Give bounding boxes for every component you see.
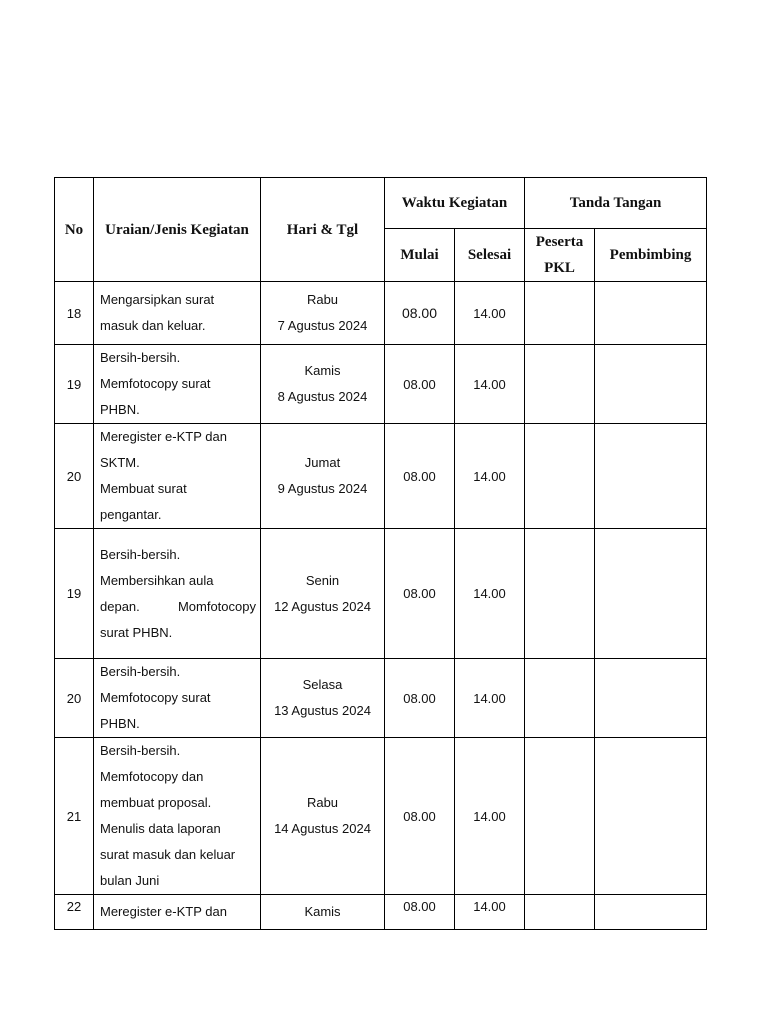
row-mulai: 08.00 [385, 424, 455, 529]
row-signature-pembimbing [595, 895, 707, 930]
row-day: Rabu [306, 795, 339, 810]
header-uraian: Uraian/Jenis Kegiatan [94, 178, 261, 282]
description-line: Mengarsipkan surat [100, 292, 215, 307]
row-day: Senin [305, 572, 340, 588]
row-day: Kamis [304, 904, 341, 919]
table-row [55, 424, 707, 529]
row-day: Jumat [304, 455, 341, 470]
description-line: membuat proposal. [100, 795, 212, 810]
row-description [94, 738, 261, 895]
row-signature-pembimbing [595, 282, 707, 345]
row-mulai: 08.00 [385, 895, 455, 930]
row-signature-pembimbing [595, 738, 707, 895]
description-line: Meregister e-KTP dan [100, 429, 227, 444]
row-description [94, 424, 261, 529]
row-mulai: 08.00 [385, 282, 455, 345]
description-line: Menulis data laporan [100, 821, 221, 836]
row-mulai: 08.00 [385, 529, 455, 659]
row-day-date [261, 895, 385, 930]
row-day-date [261, 659, 385, 738]
row-day-date [261, 345, 385, 424]
row-no: 21 [55, 738, 94, 895]
description-line: surat PHBN. [100, 624, 173, 640]
row-no: 19 [55, 345, 94, 424]
row-date: 12 Agustus 2024 [274, 598, 371, 614]
header-waktu-kegiatan: Waktu Kegiatan [385, 178, 525, 229]
row-description [94, 282, 261, 345]
row-day-date [261, 529, 385, 659]
row-mulai: 08.00 [385, 738, 455, 895]
description-line: depan. [100, 598, 140, 614]
description-line: Membersihkan aula [100, 572, 214, 588]
description-justified-line [100, 594, 256, 620]
description-line: Memfotocopy surat [100, 376, 211, 391]
header-peserta-pkl [525, 229, 595, 282]
row-signature-peserta [525, 659, 595, 738]
row-signature-peserta [525, 424, 595, 529]
header-mulai: Mulai [385, 229, 455, 282]
row-selesai: 14.00 [455, 659, 525, 738]
row-selesai: 14.00 [455, 738, 525, 895]
row-signature-pembimbing [595, 659, 707, 738]
header-peserta-line1: Peserta [535, 234, 584, 250]
table-row [55, 282, 707, 345]
row-signature-peserta [525, 895, 595, 930]
description-line: Bersih-bersih. [100, 664, 181, 679]
row-signature-peserta [525, 738, 595, 895]
row-signature-peserta [525, 282, 595, 345]
row-date: 9 Agustus 2024 [277, 481, 368, 496]
row-signature-pembimbing [595, 345, 707, 424]
row-selesai: 14.00 [455, 895, 525, 930]
description-line: pengantar. [100, 507, 162, 522]
row-no: 19 [55, 529, 94, 659]
description-line: Memfotocopy surat [100, 690, 211, 705]
row-date: 7 Agustus 2024 [277, 318, 368, 333]
row-signature-pembimbing [595, 424, 707, 529]
row-no: 22 [55, 895, 94, 930]
row-description [94, 529, 261, 659]
header-selesai: Selesai [455, 229, 525, 282]
row-day: Kamis [304, 363, 341, 378]
description-line: SKTM. [100, 455, 140, 470]
description-line: Bersih-bersih. [100, 546, 181, 562]
row-day-date [261, 424, 385, 529]
description-line: PHBN. [100, 402, 140, 417]
description-line: masuk dan keluar. [100, 318, 206, 333]
activity-log-table [54, 177, 707, 930]
row-signature-peserta [525, 345, 595, 424]
row-selesai: 14.00 [455, 424, 525, 529]
description-line: Membuat surat [100, 481, 187, 496]
row-no: 20 [55, 424, 94, 529]
description-line: Meregister e-KTP dan [100, 904, 227, 919]
row-no: 20 [55, 659, 94, 738]
row-date: 13 Agustus 2024 [274, 703, 371, 718]
row-description [94, 895, 261, 930]
description-line: surat masuk dan keluar [100, 847, 236, 862]
description-line: Bersih-bersih. [100, 350, 181, 365]
row-selesai: 14.00 [455, 345, 525, 424]
row-description [94, 659, 261, 738]
table-row [55, 659, 707, 738]
row-signature-pembimbing [595, 529, 707, 659]
header-peserta-line2: PKL [544, 260, 575, 276]
description-line: Memfotocopy dan [100, 769, 204, 784]
row-selesai: 14.00 [455, 282, 525, 345]
row-day-date [261, 738, 385, 895]
description-line: Bersih-bersih. [100, 743, 181, 758]
table-row [55, 738, 707, 895]
header-hari-tgl: Hari & Tgl [261, 178, 385, 282]
table-row [55, 529, 707, 659]
row-mulai: 08.00 [385, 345, 455, 424]
table-row [55, 895, 707, 930]
description-line: bulan Juni [100, 873, 160, 888]
row-signature-peserta [525, 529, 595, 659]
row-mulai: 08.00 [385, 659, 455, 738]
row-selesai: 14.00 [455, 529, 525, 659]
row-date: 14 Agustus 2024 [274, 821, 371, 836]
row-date: 8 Agustus 2024 [277, 389, 368, 404]
row-no: 18 [55, 282, 94, 345]
row-day: Rabu [306, 292, 339, 307]
table-row [55, 345, 707, 424]
header-no: No [55, 178, 94, 282]
header-tanda-tangan: Tanda Tangan [525, 178, 707, 229]
row-day: Selasa [302, 677, 343, 692]
row-description [94, 345, 261, 424]
description-line: Momfotocopy [177, 598, 256, 614]
description-line: PHBN. [100, 716, 140, 731]
header-pembimbing: Pembimbing [595, 229, 707, 282]
row-day-date [261, 282, 385, 345]
